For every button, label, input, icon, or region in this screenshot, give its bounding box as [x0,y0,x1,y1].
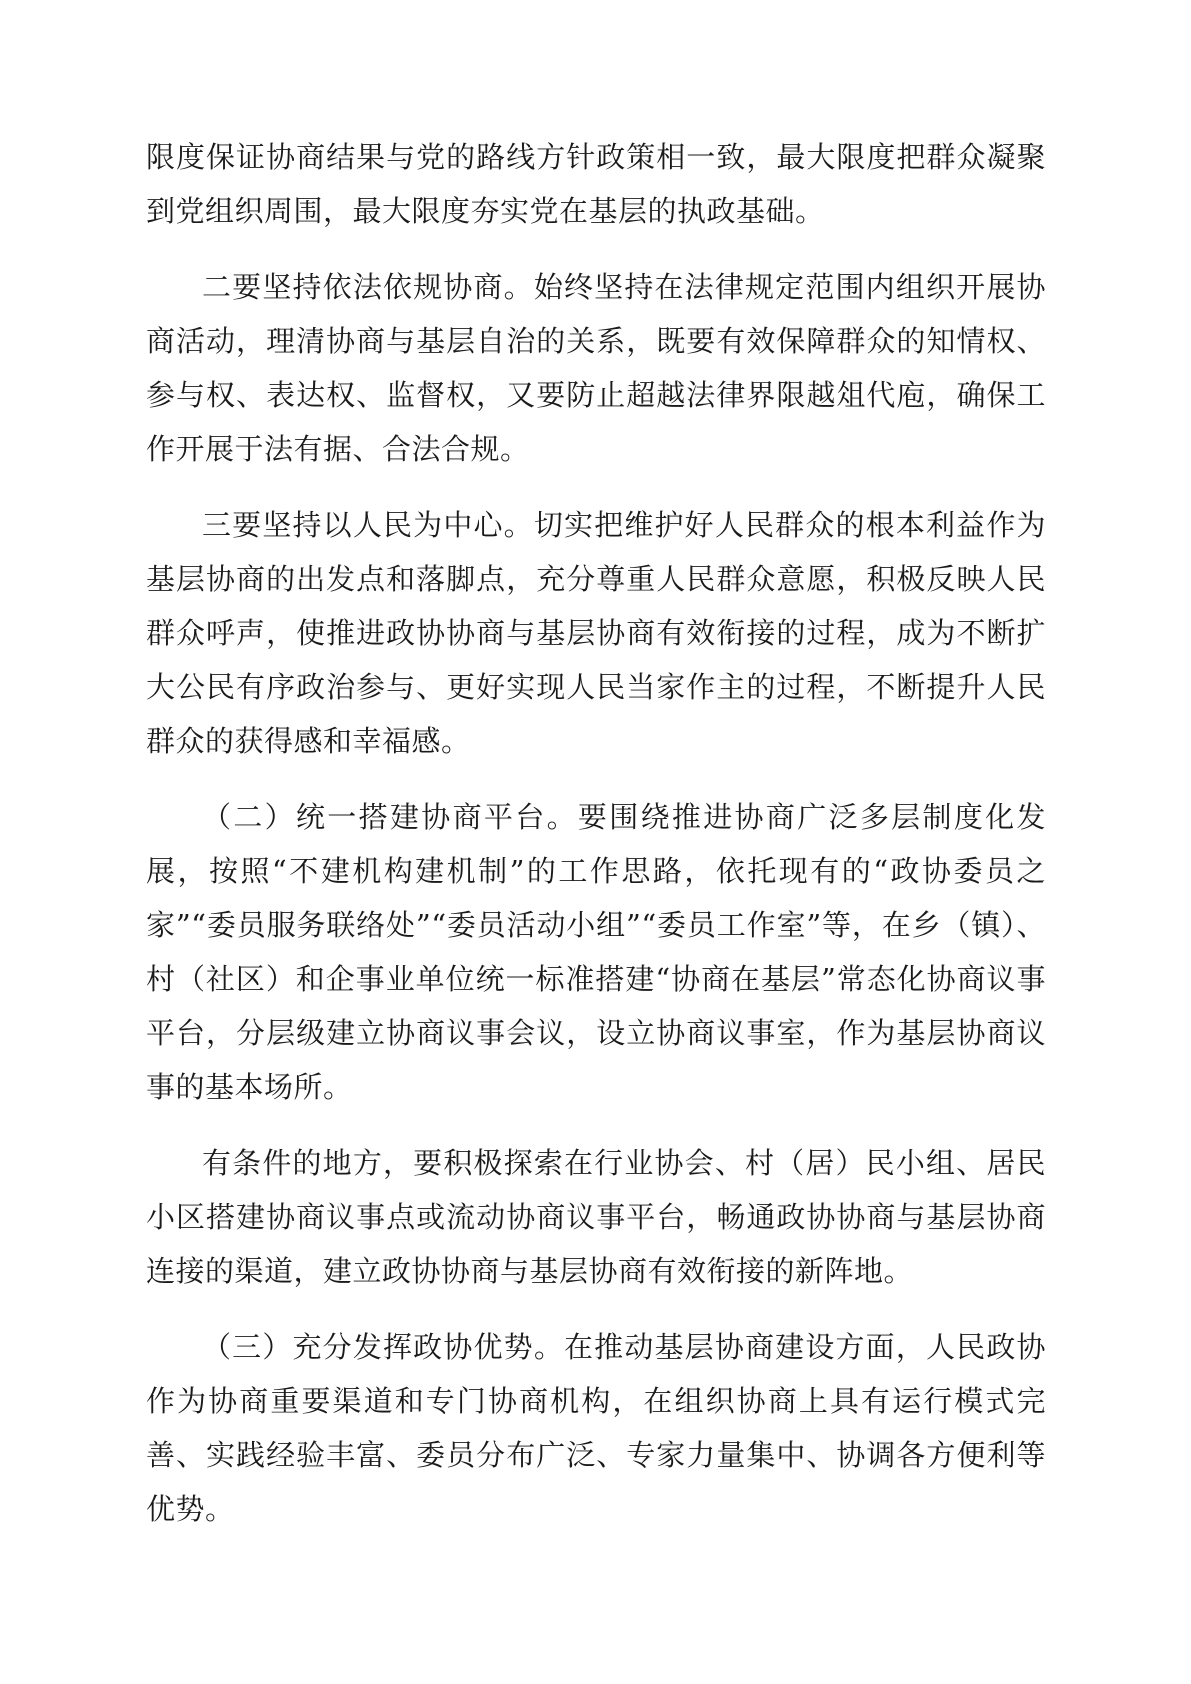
paragraph-section-three: （三）充分发挥政协优势。在推动基层协商建设方面，人民政协作为协商重要渠道和专门协商机构，在组织协商上具有运行模式完善、实践经验丰富、委员分布广泛、专家力量集中、协调各方便利等优势。 [146,1330,1046,1526]
paragraph-section-two: （二）统一搭建协商平台。要围绕推进协商广泛多层制度化发展，按照“不建机构建机制”的工作思路，依托现有的“政协委员之家”“委员服务联络处”“委员活动小组”“委员工作室”等，在乡（镇）、村（社区）和企事业单位统一标准搭建“协商在基层”常态化协商议事平台，分层级建立协商议事会议，设立协商议事室，作为基层协商议事的基本场所。 [146,800,1046,1104]
paragraph-rule-of-law: 二要坚持依法依规协商。始终坚持在法律规定范围内组织开展协商活动，理清协商与基层自治的关系，既要有效保障群众的知情权、参与权、表达权、监督权，又要防止超越法律界限越俎代庖，确保工作开展于法有据、合法合规。 [146,270,1046,466]
paragraph-people-centered: 三要坚持以人民为中心。切实把维护好人民群众的根本利益作为基层协商的出发点和落脚点，充分尊重人民群众意愿，积极反映人民群众呼声，使推进政协协商与基层协商有效衔接的过程，成为不断扩大公民有序政治参与、更好实现人民当家作主的过程，不断提升人民群众的获得感和幸福感。 [146,508,1046,758]
paragraph-conditional-areas: 有条件的地方，要积极探索在行业协会、村（居）民小组、居民小区搭建协商议事点或流动协商议事平台，畅通政协协商与基层协商连接的渠道，建立政协协商与基层协商有效衔接的新阵地。 [146,1146,1046,1288]
document-body [146,130,1046,1558]
paragraph-continuation: 限度保证协商结果与党的路线方针政策相一致，最大限度把群众凝聚到党组织周围，最大限度夯实党在基层的执政基础。 [146,140,1046,228]
